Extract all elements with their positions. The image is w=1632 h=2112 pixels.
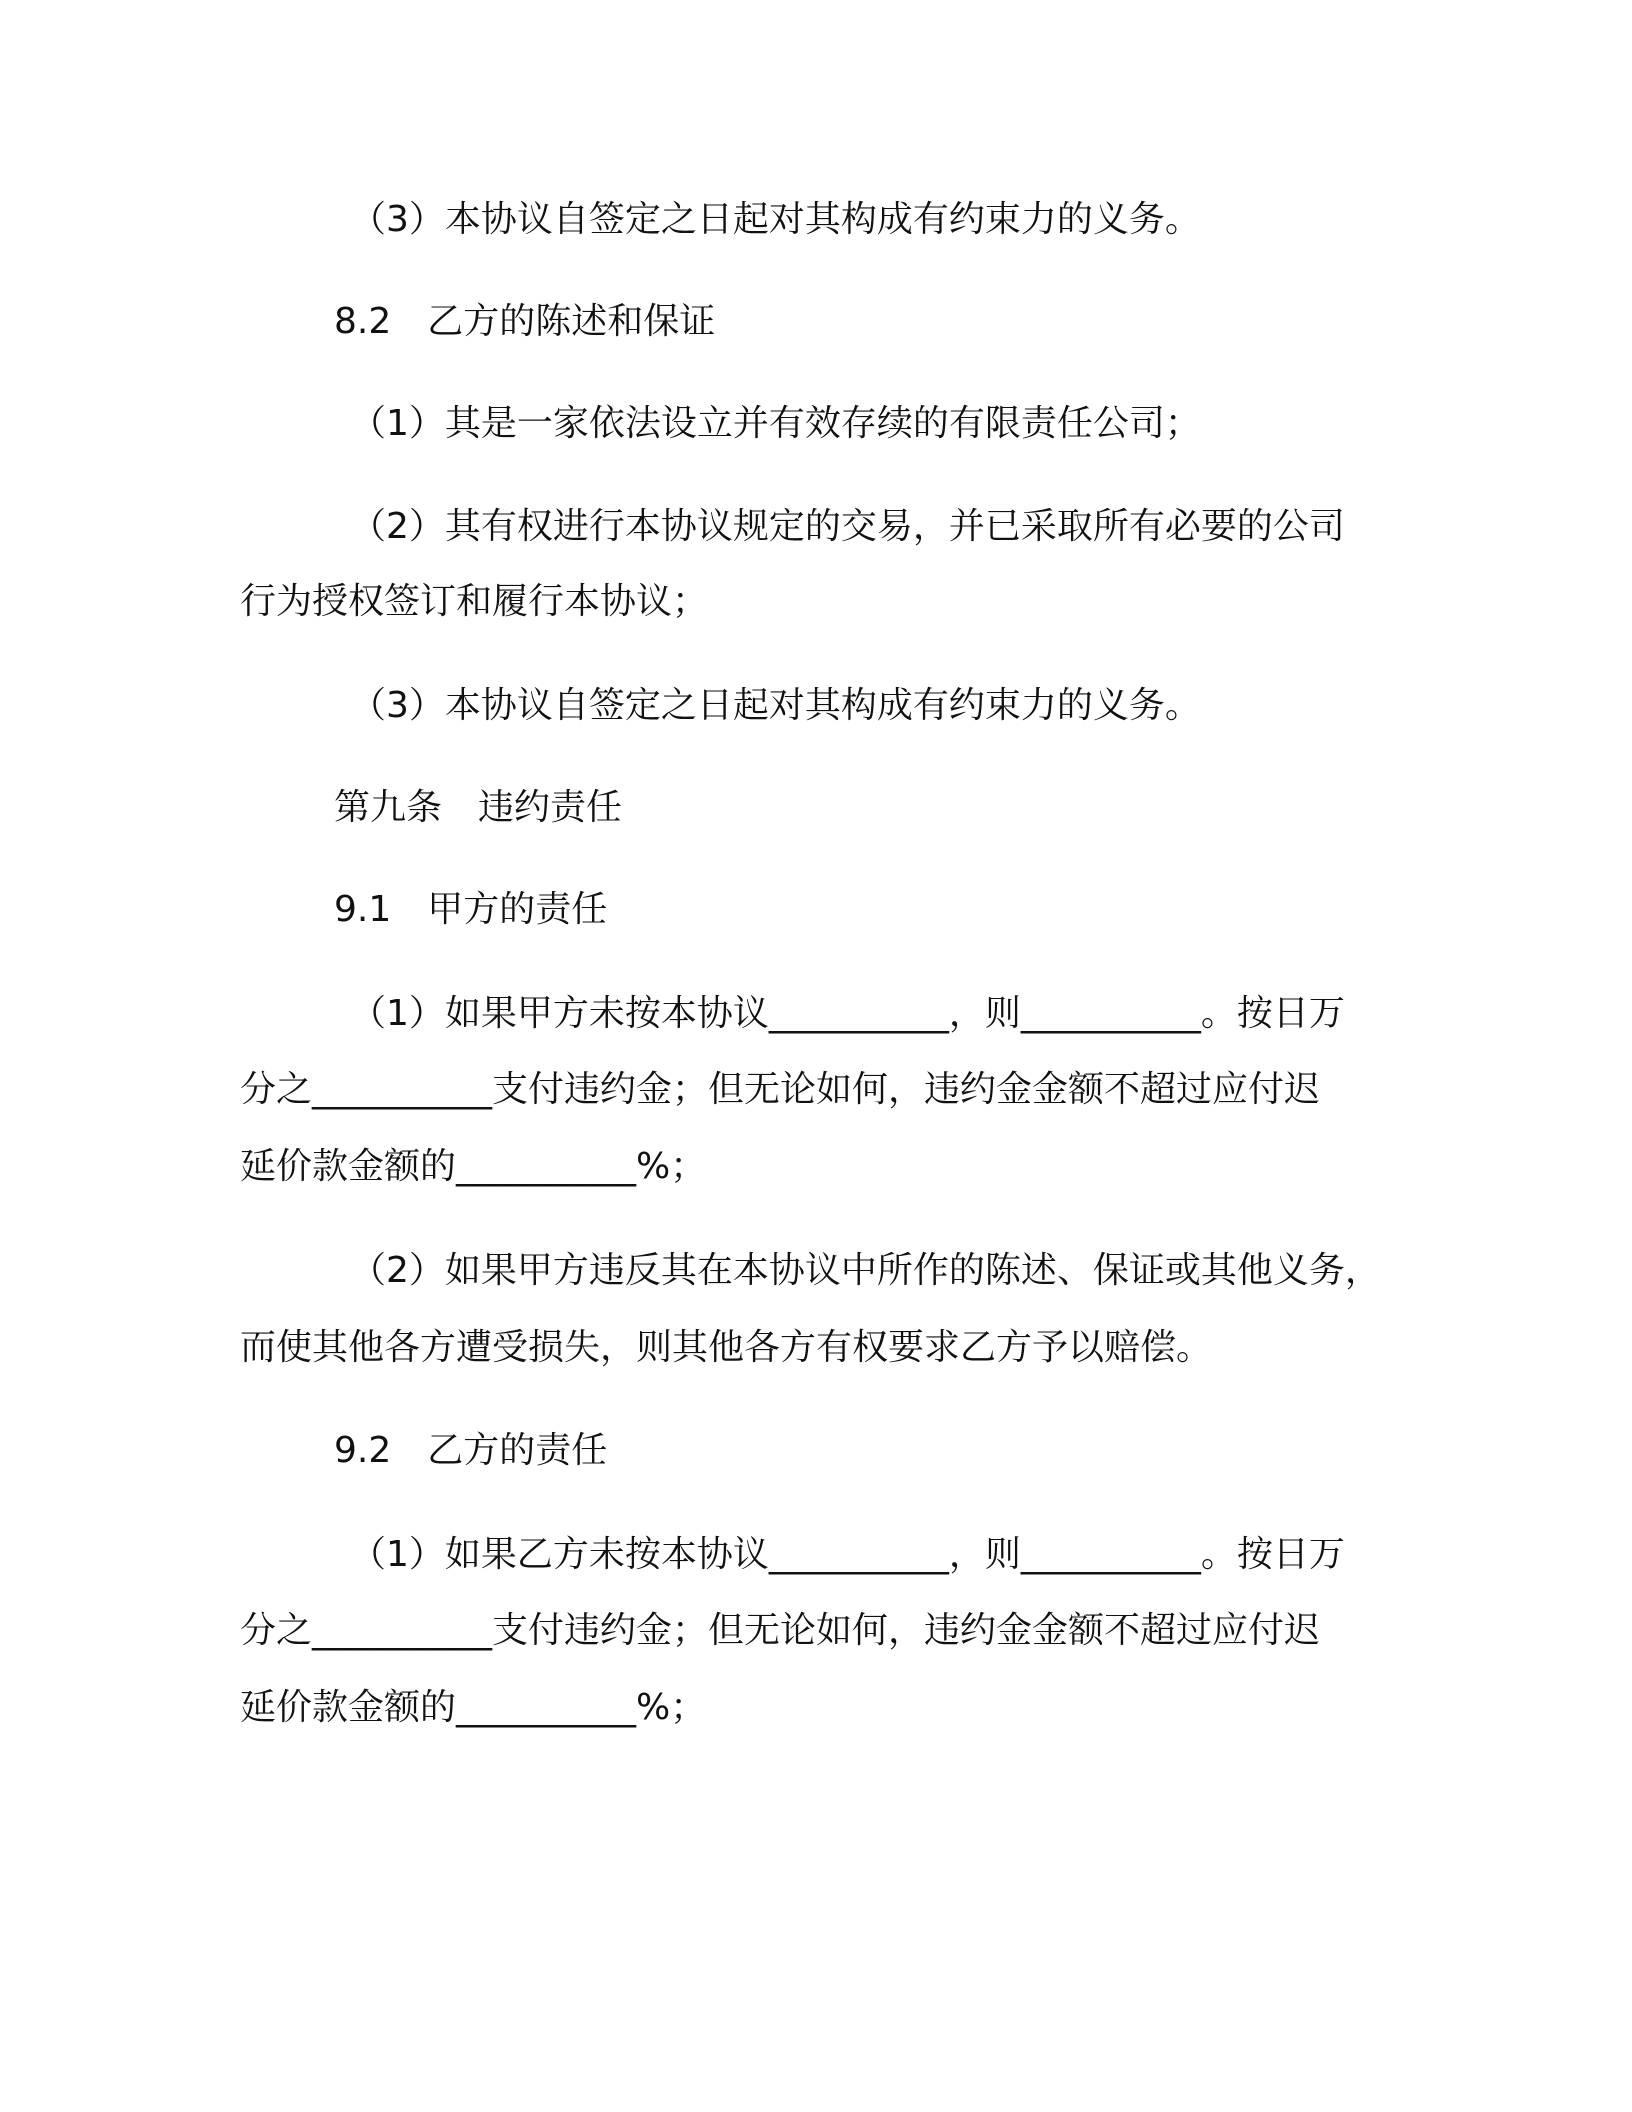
clause-9-1-item-2-line-1: （2）如果甲方违反其在本协议中所作的陈述、保证或其他义务， [350, 1250, 1381, 1291]
clause-9-1-item-1-line-3: 延价款金额的__________%； [240, 1146, 707, 1187]
clause-9-2-item-1-line-3: 延价款金额的__________%； [240, 1687, 707, 1728]
clause-8-2-item-3: （3）本协议自签定之日起对其构成有约束力的义务。 [350, 685, 1201, 726]
clause-9-2-item-1-line-1: （1）如果乙方未按本协议__________，则__________。按日万 [350, 1534, 1345, 1575]
clause-8-2-item-1: （1）其是一家依法设立并有效存续的有限责任公司； [350, 403, 1201, 444]
clause-9-1-item-1-line-2: 分之__________支付违约金；但无论如何，违约金金额不超过应付迟 [240, 1069, 1321, 1110]
clause-9-1-item-2-line-2: 而使其他各方遭受损失，则其他各方有权要求乙方予以赔偿。 [240, 1327, 1213, 1368]
clause-8-2-item-2-line-1: （2）其有权进行本协议规定的交易，并已采取所有必要的公司 [350, 506, 1345, 547]
clause-8-2-item-2-line-2: 行为授权签订和履行本协议； [240, 581, 709, 622]
section-9-2-heading: 9.2 乙方的责任 [334, 1430, 608, 1471]
clause-9-1-item-1-line-1: （1）如果甲方未按本协议__________，则__________。按日万 [350, 993, 1345, 1034]
section-9-1-heading: 9.1 甲方的责任 [334, 889, 608, 930]
clause-9-2-item-1-line-2: 分之__________支付违约金；但无论如何，违约金金额不超过应付迟 [240, 1610, 1321, 1651]
section-8-2-heading: 8.2 乙方的陈述和保证 [334, 301, 716, 342]
article-9-heading: 第九条 违约责任 [334, 787, 623, 828]
clause-8-1-item-3: （3）本协议自签定之日起对其构成有约束力的义务。 [350, 199, 1201, 240]
